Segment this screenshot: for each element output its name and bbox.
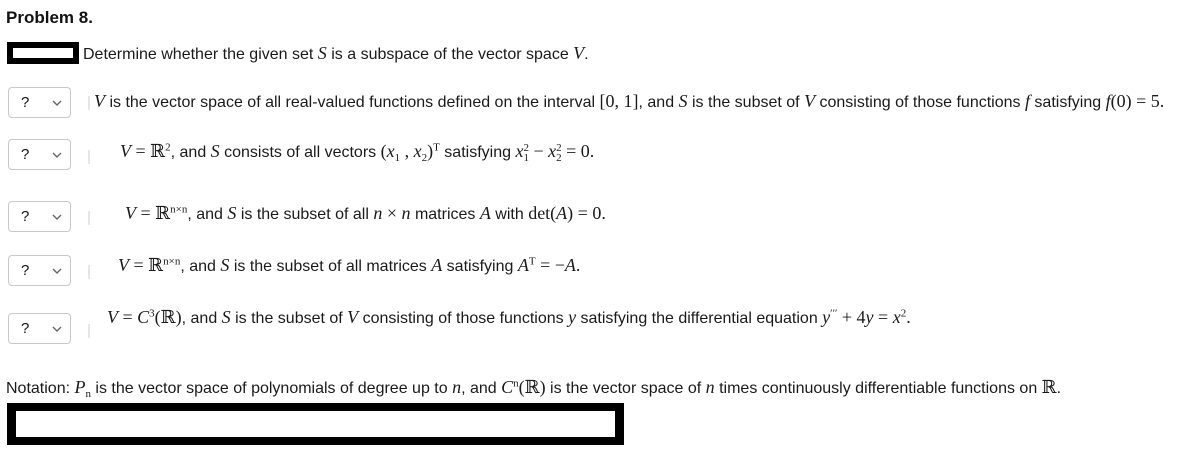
chevron-down-icon: [52, 150, 62, 160]
statement-5: $V = C^3(ℝ)$, and S is the subset of V consisting of those functions y satisfying the differential equation $y''' + 4y = x^2$.: [107, 307, 911, 327]
redacted-box: [7, 42, 79, 64]
chevron-down-icon: [52, 324, 62, 334]
problem-title: Problem 8.: [6, 8, 93, 27]
answer-dropdown-2[interactable]: ?: [8, 139, 71, 170]
answer-dropdown-5[interactable]: ?: [8, 313, 71, 344]
question-row-5: [0, 307, 1200, 350]
instruction-text: Determine whether the given set S is a subspace of the vector space V.: [83, 43, 589, 63]
answer-dropdown-1[interactable]: ?: [8, 87, 71, 118]
statement-3: V = ℝ$^{n\times n}$, and S is the subset of all n × n matrices A with det(A) = 0.: [125, 203, 606, 223]
chevron-down-icon: [52, 266, 62, 276]
answer-dropdown-4[interactable]: ?: [8, 255, 71, 286]
question-row-3: [0, 198, 1200, 238]
answer-dropdown-3[interactable]: ?: [8, 201, 71, 232]
redacted-box: [7, 403, 624, 445]
statement-2: V = ℝ$^2$, and S consists of all vectors ($x_1$ , $x_2)^T$ satisfying x 2 1 − x 2 2 = 0.: [120, 141, 595, 165]
notation-text: Notation: $P_n$ is the vector space of polynomials of degree up to n, and $C^n(ℝ)$ is the vector space of n times continuously differentiable functions on ℝ.: [6, 377, 1062, 401]
chevron-down-icon: [52, 98, 62, 108]
question-row-1: [0, 84, 1200, 124]
statement-1: V is the vector space of all real-valued functions defined on the interval [0, 1], and S is the subset of V consisting of those functions f satisfying f(0) = 5.: [94, 91, 1165, 111]
statement-4: V = ℝ$^{n\times n}$, and S is the subset of all matrices A satisfying $A^T = -A$.: [118, 255, 581, 275]
question-row-4: [0, 252, 1200, 292]
question-row-2: [0, 136, 1200, 176]
chevron-down-icon: [52, 212, 62, 222]
